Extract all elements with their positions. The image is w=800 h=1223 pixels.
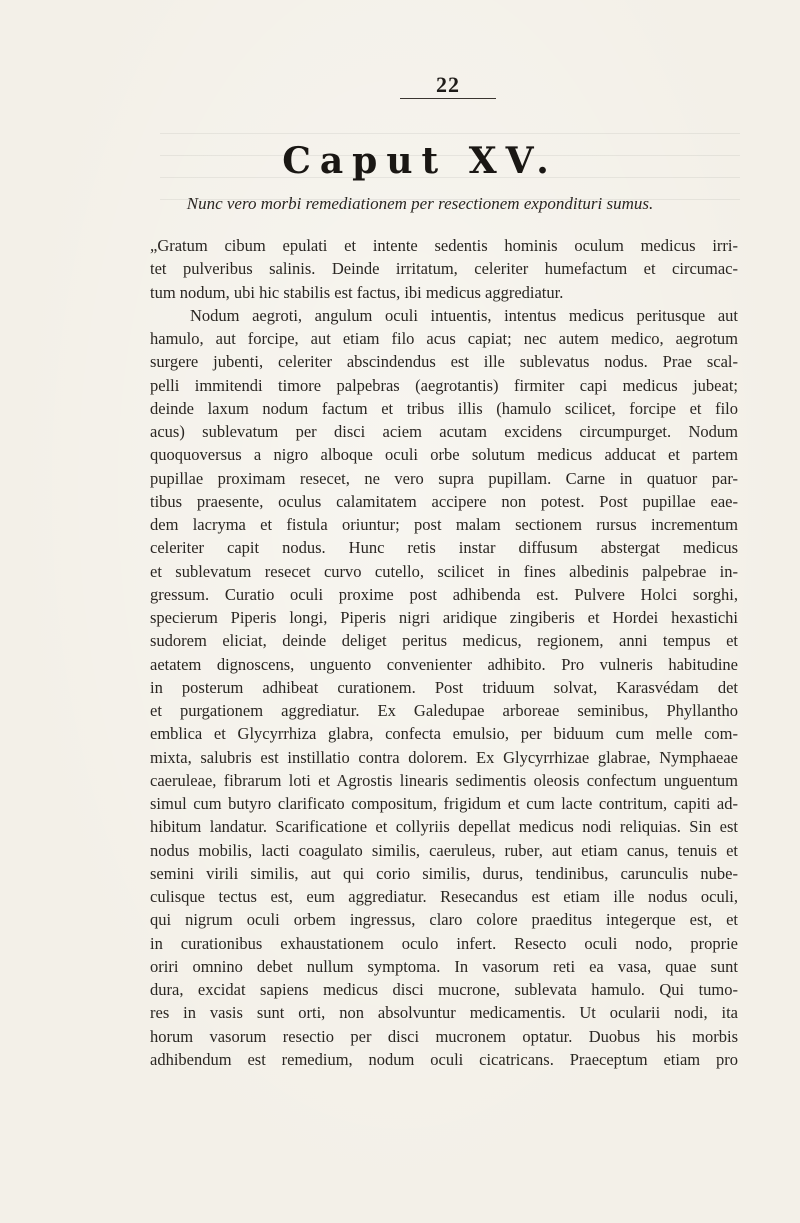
text-line: sudorem eliciat, deinde deliget peritus medicus, regionem, anni tempus et (150, 631, 738, 651)
chapter-title: Caput XV. (282, 140, 558, 182)
text-line: acus) sublevatum per disci aciem acutam excidens circumpurget. Nodum (150, 422, 738, 441)
text-line: emblica et Glycyrrhiza glabra, confecta emulsio, per biduum cum melle com- (150, 724, 738, 744)
text-line: „Gratum cibum epulati et intente sedentis hominis oculum medicus irri- (150, 236, 738, 255)
text-line: quoquoversus a nigro alboque oculi orbe solutum medicus adducat et partem (150, 445, 738, 465)
text-line: nodus mobilis, lacti coagulato similis, caeruleus, ruber, aut etiam canus, tenuis et (150, 840, 738, 860)
text-line: in posterum adhibeat curationem. Post triduum solvat, Karasvédam det (150, 677, 738, 697)
text-line: surgere jubenti, celeriter abscindendus est ille sublevatus nodus. Prae scal- (150, 352, 738, 372)
text-line: hamulo, aut forcipe, aut etiam filo acus capiat; nec autem medico, aegrotum (150, 329, 738, 348)
text-line: simul cum butyro clarificato compositum, frigidum et cum lacte contritum, capiti ad- (150, 794, 738, 813)
text-line: tibus praesente, oculus calamitatem accipere non potest. Post pupillae eae- (150, 491, 738, 511)
page-number-rule (400, 98, 496, 99)
text-line: et purgationem aggrediatur. Ex Galedupae arboreae seminibus, Phyllantho (150, 701, 738, 720)
text-line: oriri omnino debet nullum symptoma. In vasorum reti ea vasa, quae sunt (150, 956, 738, 976)
text-line: adhibendum est remedium, nodum oculi cicatricans. Praeceptum etiam pro (150, 1049, 738, 1069)
chapter-subtitle: Nunc vero morbi remediationem per resectionem expondituri sumus. (186, 194, 654, 213)
page-number: 22 (436, 72, 460, 97)
text-line: semini virili similis, aut qui corio similis, durus, tendinibus, carunculis nube- (150, 863, 738, 883)
text-line: pupillae proximam resecet, ne vero supra pupillam. Carne in quatuor par- (150, 468, 738, 488)
text-line: specierum Piperis longi, Piperis nigri aridique zingiberis et Hordei hexastichi (150, 608, 738, 627)
text-line: res in vasis sunt orti, non absolvuntur medicamentis. Ut ocularii nodi, ita (150, 1003, 738, 1023)
text-line: horum vasorum resectio per disci mucronem optatur. Duobus his morbis (150, 1026, 738, 1046)
text-line: tet pulveribus salinis. Deinde irritatum, celeriter humefactum et circumac- (150, 259, 738, 279)
text-line: caeruleae, fibrarum loti et Agrostis linearis sedimentis oleosis confectum unguentum (150, 770, 738, 790)
text-line: culisque tectus est, eum aggrediatur. Resecandus est etiam ille nodus oculi, (150, 887, 738, 906)
text-line: gressum. Curatio oculi proxime post adhibenda est. Pulvere Holci sorghi, (150, 584, 738, 604)
text-line: hibitum landatur. Scarificatione et collyriis depellat medicus nodi reliquias. Sin est (150, 817, 738, 837)
text-line: et sublevatum resecet curvo cutello, scilicet in fines albedinis palpebrae in- (150, 561, 738, 581)
text-line: dura, excidat sapiens medicus disci mucrone, sublevata hamulo. Qui tumo- (150, 980, 738, 999)
text-line: celeriter capit nodus. Hunc retis instar diffusum abstergat medicus (150, 538, 738, 558)
text-line: Nodum aegroti, angulum oculi intuentis, intentus medicus peritusque aut (190, 305, 738, 325)
body-text (150, 234, 738, 1071)
text-line: pelli immitendi timore palpebras (aegrotantis) firmiter capi medicus jubeat; (150, 375, 738, 395)
text-line: aetatem dignoscens, unguento convenienter adhibito. Pro vulneris habitudine (150, 654, 738, 674)
text-line: in curationibus exhaustationem oculo infert. Resecto oculi nodo, proprie (150, 933, 738, 953)
text-line: dem lacryma et fistula oriuntur; post malam sectionem rursus incrementum (150, 515, 738, 534)
text-line: qui nigrum oculi orbem ingressus, claro colore praeditus integerque est, et (150, 910, 738, 930)
text-line: mixta, salubris est instillatio contra dolorem. Ex Glycyrrhizae glabrae, Nymphaeae (150, 747, 738, 767)
text-line: tum nodum, ubi hic stabilis est factus, ibi medicus aggrediatur. (150, 282, 564, 302)
text-line: deinde laxum nodum factum et tribus illis (hamulo scilicet, forcipe et filo (150, 398, 738, 418)
